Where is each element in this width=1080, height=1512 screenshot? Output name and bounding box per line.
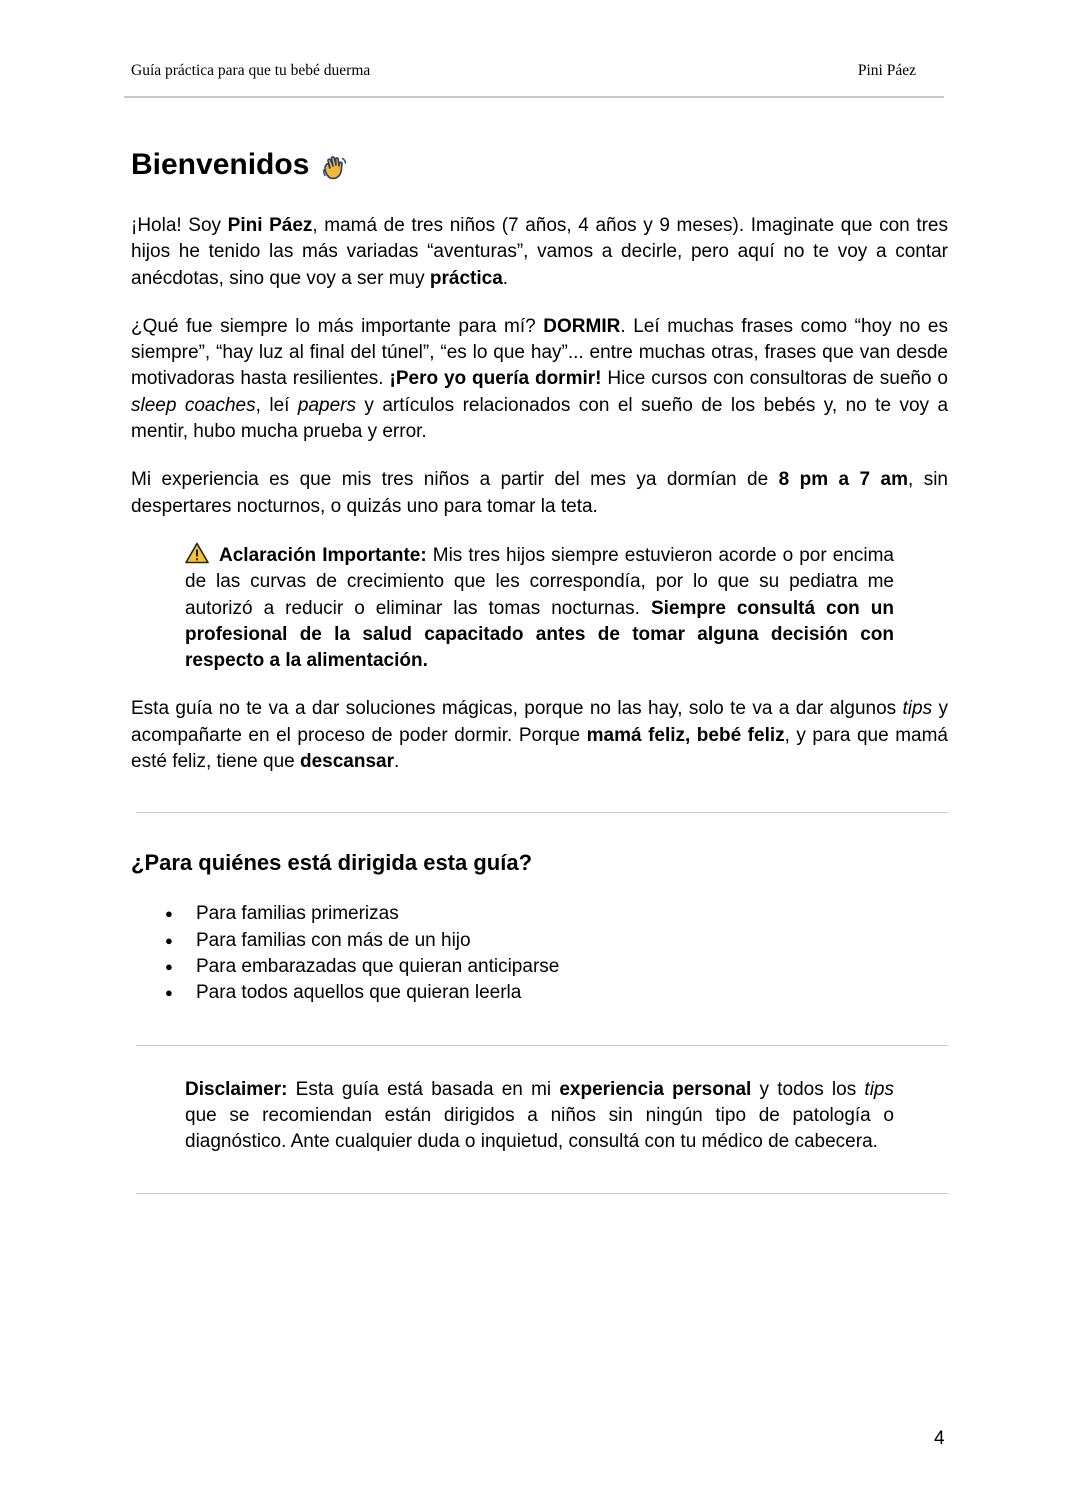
welcome-heading — [131, 143, 948, 187]
list-item: ● Para familias primerizas — [131, 901, 948, 927]
waving-hand-icon — [321, 151, 349, 179]
welcome-title: Bienvenidos — [131, 148, 310, 181]
intro-paragraph: ¡Hola! Soy Pini Páez, mamá de tres niños (7 años, 4 años y 9 meses). Imaginate que con tres hijos he tenido las más variadas “aventuras”, vamos a decirle, pero aquí no te voy a contar anécdotas, sino que voy a ser muy práctica. — [131, 215, 948, 289]
list-item: ● Para embarazadas que quieran anticiparse — [131, 954, 948, 980]
page-content — [131, 143, 948, 1194]
disclaimer: Disclaimer: Esta guía está basada en mi experiencia personal y todos los tips que se recomiendan están dirigidos a niños sin ningún tipo de patología o diagnóstico. Ante cualquier duda o inquietud, consultá con tu médico de cabecera. — [185, 1078, 894, 1153]
sleep-paragraph: ¿Qué fue siempre lo más importante para mí? DORMIR. Leí muchas frases como “hoy no es siempre”, “hay luz al final del túnel”, “es lo que hay”... entre muchas otras, frases que van desde motivadoras hasta resilientes. ¡Pero yo quería dormir! Hice cursos con consultoras de sueño o sleep coaches, leí papers y artículos relacionados con el sueño de los bebés y, no te voy a mentir, hubo mucha prueba y error. — [131, 315, 949, 443]
list-item: ● Para familias con más de un hijo — [131, 928, 948, 954]
audience-list — [131, 901, 948, 1006]
warning-icon — [185, 542, 209, 564]
page-number: 4 — [934, 1428, 945, 1449]
header-author: Pini Páez — [857, 62, 916, 79]
header-document-title: Guía práctica para que tu bebé duerma — [131, 62, 371, 79]
important-note: Aclaración Importante: Mis tres hijos siempre estuvieron acorde o por encima de las curvas de crecimiento que les correspondía, por lo que su pediatra me autorizó a reducir o eliminar las tomas nocturnas. Siempre consultá con un profesional de la salud capacitado antes de tomar alguna decisión con respecto a la alimentación. — [185, 542, 894, 674]
guide-purpose-paragraph: Esta guía no te va a dar soluciones mágicas, porque no las hay, solo te va a dar algunos tips y acompañarte en el proceso de poder dormir. Porque mamá feliz, bebé feliz, y para que mamá esté feliz, tiene que descansar. — [131, 698, 948, 773]
list-item: ● Para todos aquellos que quieran leerla — [131, 980, 948, 1006]
section-divider — [136, 1045, 948, 1046]
audience-heading: ¿Para quiénes está dirigida esta guía? — [131, 850, 533, 876]
section-divider — [136, 1193, 948, 1194]
experience-paragraph: Mi experiencia es que mis tres niños a partir del mes ya dormían de 8 pm a 7 am, sin despertares nocturnos, o quizás uno para tomar la teta. — [131, 469, 948, 517]
section-divider — [136, 812, 948, 813]
page-header — [124, 58, 944, 98]
